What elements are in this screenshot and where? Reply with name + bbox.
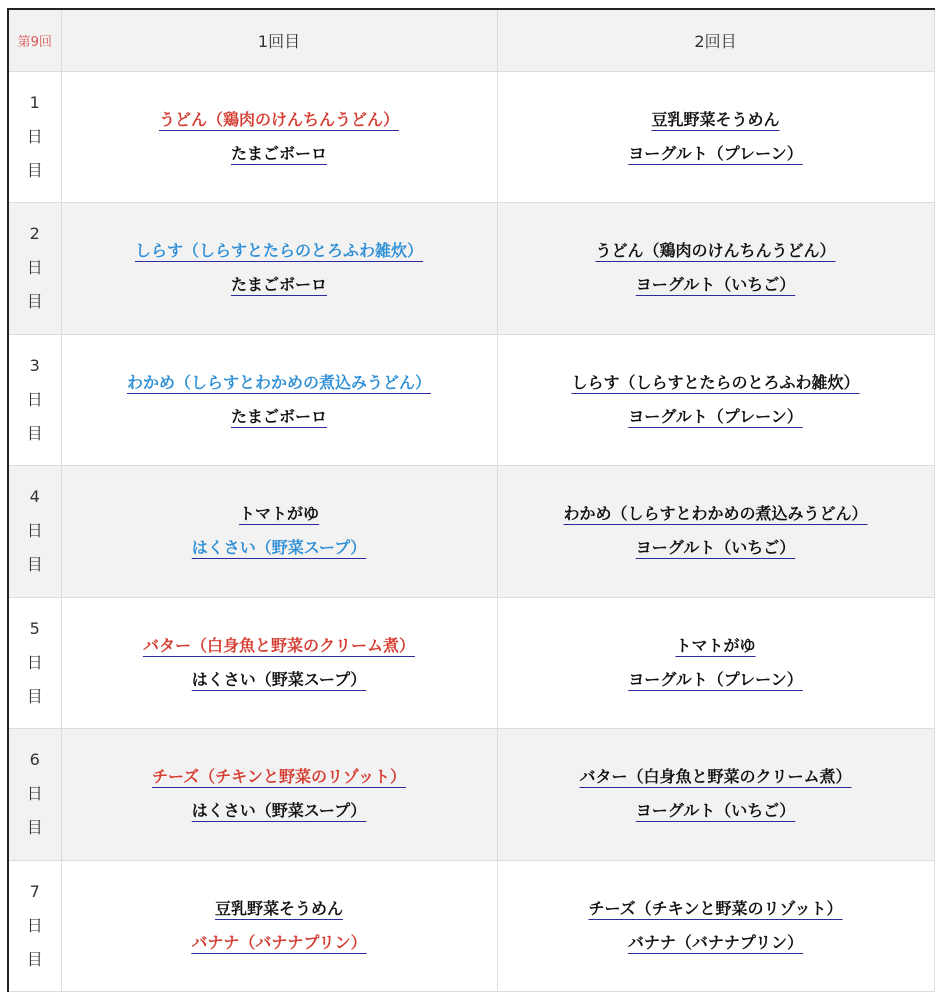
menu-item-link[interactable]: はくさい（野菜スープ）	[191, 538, 367, 558]
second-serving-cell	[497, 729, 934, 861]
day-label-char: 日	[26, 126, 43, 146]
first-serving-cell	[61, 203, 497, 335]
header-round-label: 第9回	[8, 9, 61, 71]
menu-item-link[interactable]: たまごボーロ	[230, 275, 327, 295]
table-row	[8, 597, 934, 729]
menu-item-link[interactable]: 豆乳野菜そうめん	[651, 109, 780, 129]
day-cell	[8, 203, 61, 335]
day-label-char: 目	[26, 423, 43, 443]
table-row	[8, 334, 934, 466]
second-serving-cell	[497, 203, 934, 335]
menu-item-link[interactable]: うどん（鶏肉のけんちんうどん）	[158, 109, 399, 129]
day-label-char: 3	[29, 355, 40, 375]
menu-item-link[interactable]: うどん（鶏肉のけんちんうどん）	[595, 241, 836, 261]
day-label-char: 目	[26, 555, 43, 575]
header-first-serving: 1回目	[61, 9, 497, 71]
day-cell	[8, 860, 61, 992]
table-row	[8, 203, 934, 335]
menu-item-link[interactable]: たまごボーロ	[230, 406, 327, 426]
day-label-char: 日	[26, 521, 43, 541]
header-second-serving: 2回目	[497, 9, 934, 71]
menu-item-link[interactable]: 豆乳野菜そうめん	[214, 898, 343, 918]
table-header	[8, 9, 934, 71]
menu-item-link[interactable]: トマトがゆ	[675, 635, 756, 655]
menu-item-link[interactable]: ヨーグルト（プレーン）	[628, 406, 803, 426]
day-label-char: 日	[26, 389, 43, 409]
first-serving-cell	[61, 860, 497, 992]
menu-item-link[interactable]: バナナ（バナナプリン）	[627, 932, 804, 952]
day-label-char: 目	[26, 818, 43, 838]
second-serving-cell	[497, 71, 934, 203]
menu-item-link[interactable]: バナナ（バナナプリン）	[191, 932, 367, 952]
menu-item-link[interactable]: ヨーグルト（いちご）	[635, 275, 796, 295]
second-serving-cell	[497, 597, 934, 729]
menu-item-link[interactable]: チーズ（チキンと野菜のリゾット）	[151, 767, 407, 787]
day-cell	[8, 729, 61, 861]
second-serving-cell	[497, 466, 934, 598]
menu-item-link[interactable]: ヨーグルト（いちご）	[635, 801, 796, 821]
second-serving-cell	[497, 860, 934, 992]
day-cell	[8, 466, 61, 598]
day-cell	[8, 334, 61, 466]
day-label-char: 2	[29, 224, 40, 244]
day-label-char: 目	[26, 160, 43, 180]
first-serving-cell	[61, 466, 497, 598]
header-row	[8, 9, 934, 71]
first-serving-cell	[61, 597, 497, 729]
menu-item-link[interactable]: わかめ（しらすとわかめの煮込みうどん）	[563, 504, 868, 524]
day-label-char: 目	[26, 949, 43, 969]
menu-item-link[interactable]: しらす（しらすとたらのとろふわ雑炊）	[571, 372, 860, 392]
day-label-char: 5	[29, 618, 40, 638]
day-label-char: 目	[26, 292, 43, 312]
table-row	[8, 466, 934, 598]
menu-schedule-table	[7, 8, 935, 992]
day-label-char: 日	[26, 915, 43, 935]
first-serving-cell	[61, 334, 497, 466]
menu-item-link[interactable]: わかめ（しらすとわかめの煮込みうどん）	[126, 372, 431, 392]
day-label-char: 6	[29, 750, 40, 770]
menu-item-link[interactable]: バター（白身魚と野菜のクリーム煮）	[142, 635, 415, 655]
menu-item-link[interactable]: しらす（しらすとたらのとろふわ雑炊）	[134, 241, 423, 261]
menu-item-link[interactable]: はくさい（野菜スープ）	[191, 669, 367, 689]
menu-item-link[interactable]: ヨーグルト（いちご）	[635, 538, 796, 558]
day-label-char: 日	[26, 258, 43, 278]
day-label-char: 7	[29, 881, 40, 901]
menu-item-link[interactable]: トマトがゆ	[238, 504, 319, 524]
table-row	[8, 860, 934, 992]
table-row	[8, 729, 934, 861]
day-label-char: 目	[26, 686, 43, 706]
table-row	[8, 71, 934, 203]
first-serving-cell	[61, 729, 497, 861]
menu-item-link[interactable]: チーズ（チキンと野菜のリゾット）	[588, 898, 843, 918]
day-label-char: 4	[29, 487, 40, 507]
day-cell	[8, 71, 61, 203]
second-serving-cell	[497, 334, 934, 466]
day-label-char: 日	[26, 784, 43, 804]
first-serving-cell	[61, 71, 497, 203]
day-label-char: 日	[26, 652, 43, 672]
menu-item-link[interactable]: ヨーグルト（プレーン）	[628, 143, 803, 163]
day-cell	[8, 597, 61, 729]
menu-item-link[interactable]: バター（白身魚と野菜のクリーム煮）	[579, 767, 852, 787]
menu-item-link[interactable]: ヨーグルト（プレーン）	[628, 669, 803, 689]
menu-item-link[interactable]: はくさい（野菜スープ）	[191, 801, 367, 821]
day-label-char: 1	[29, 92, 40, 112]
menu-item-link[interactable]: たまごボーロ	[230, 143, 327, 163]
table-body	[8, 71, 934, 992]
